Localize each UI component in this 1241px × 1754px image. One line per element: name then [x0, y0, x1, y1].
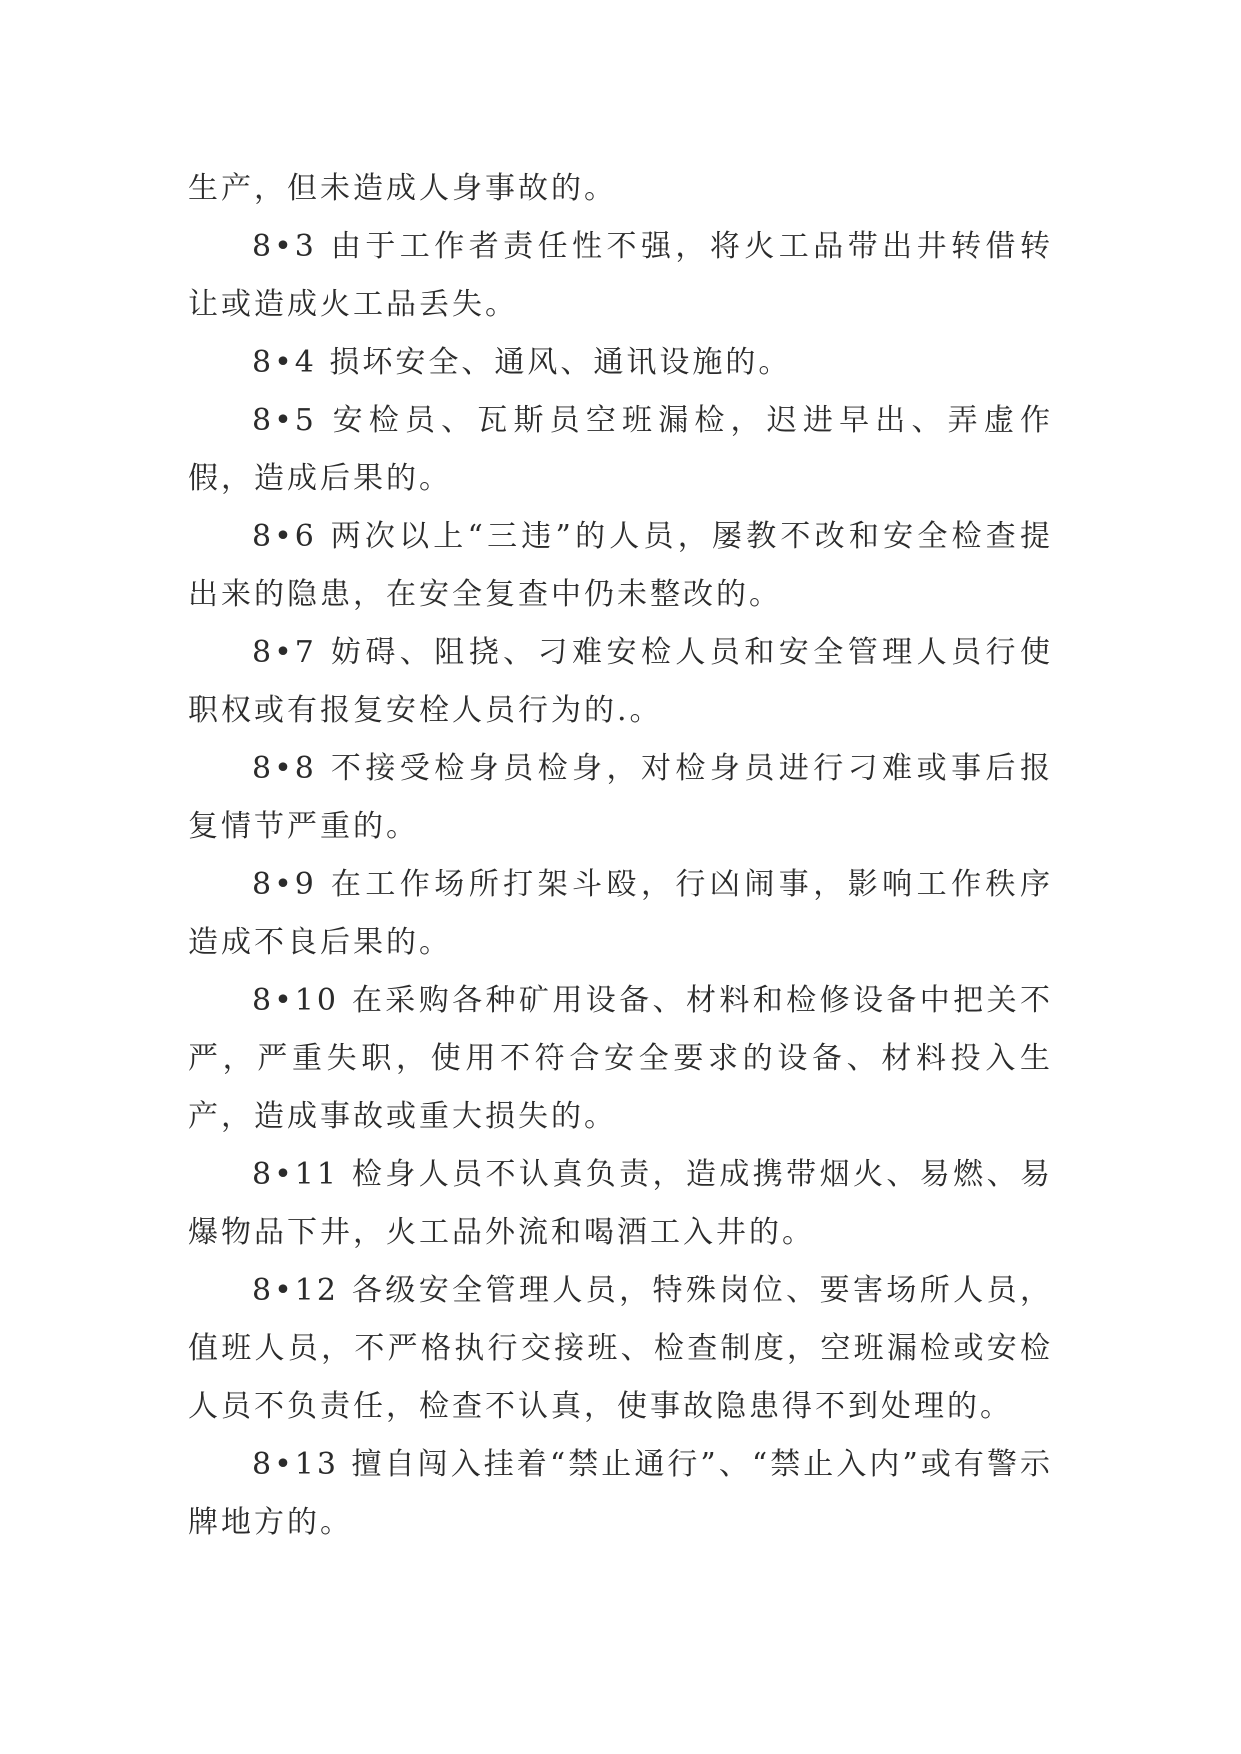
- clause-8-9: 8•9 在工作场所打架斗殴，行凶闹事，影响工作秩序造成不良后果的。: [188, 867, 1053, 960]
- clause-8-3: 8•3 由于工作者责任性不强，将火工品带出井转借转让或造成火工品丢失。: [188, 229, 1053, 322]
- paragraph-continuation: 生产，但未造成人身事故的。: [188, 171, 617, 206]
- clause-8-13: 8•13 擅自闯入挂着“禁止通行”、“禁止入内”或有警示牌地方的。: [188, 1447, 1053, 1540]
- clause-8-11: 8•11 检身人员不认真负责，造成携带烟火、易燃、易爆物品下井，火工品外流和喝酒工入井的。: [188, 1157, 1053, 1250]
- document-body: [188, 160, 1053, 1552]
- clause-8-6: 8•6 两次以上“三违”的人员，屡教不改和安全检查提出来的隐患，在安全复查中仍未整改的。: [188, 519, 1053, 612]
- clause-8-7: 8•7 妨碍、阻挠、刁难安检人员和安全管理人员行使职权或有报复安栓人员行为的.。: [188, 635, 1053, 728]
- clause-8-12: 8•12 各级安全管理人员，特殊岗位、要害场所人员，值班人员，不严格执行交接班、检查制度，空班漏检或安检人员不负责任，检查不认真，使事故隐患得不到处理的。: [188, 1273, 1053, 1424]
- clause-8-4: 8•4 损坏安全、通风、通讯设施的。: [252, 345, 792, 380]
- clause-8-5: 8•5 安检员、瓦斯员空班漏检，迟进早出、弄虚作假，造成后果的。: [188, 403, 1053, 496]
- clause-8-10: 8•10 在采购各种矿用设备、材料和检修设备中把关不严，严重失职，使用不符合安全要求的设备、材料投入生产，造成事故或重大损失的。: [188, 983, 1053, 1134]
- clause-8-8: 8•8 不接受检身员检身，对检身员进行刁难或事后报复情节严重的。: [188, 751, 1053, 844]
